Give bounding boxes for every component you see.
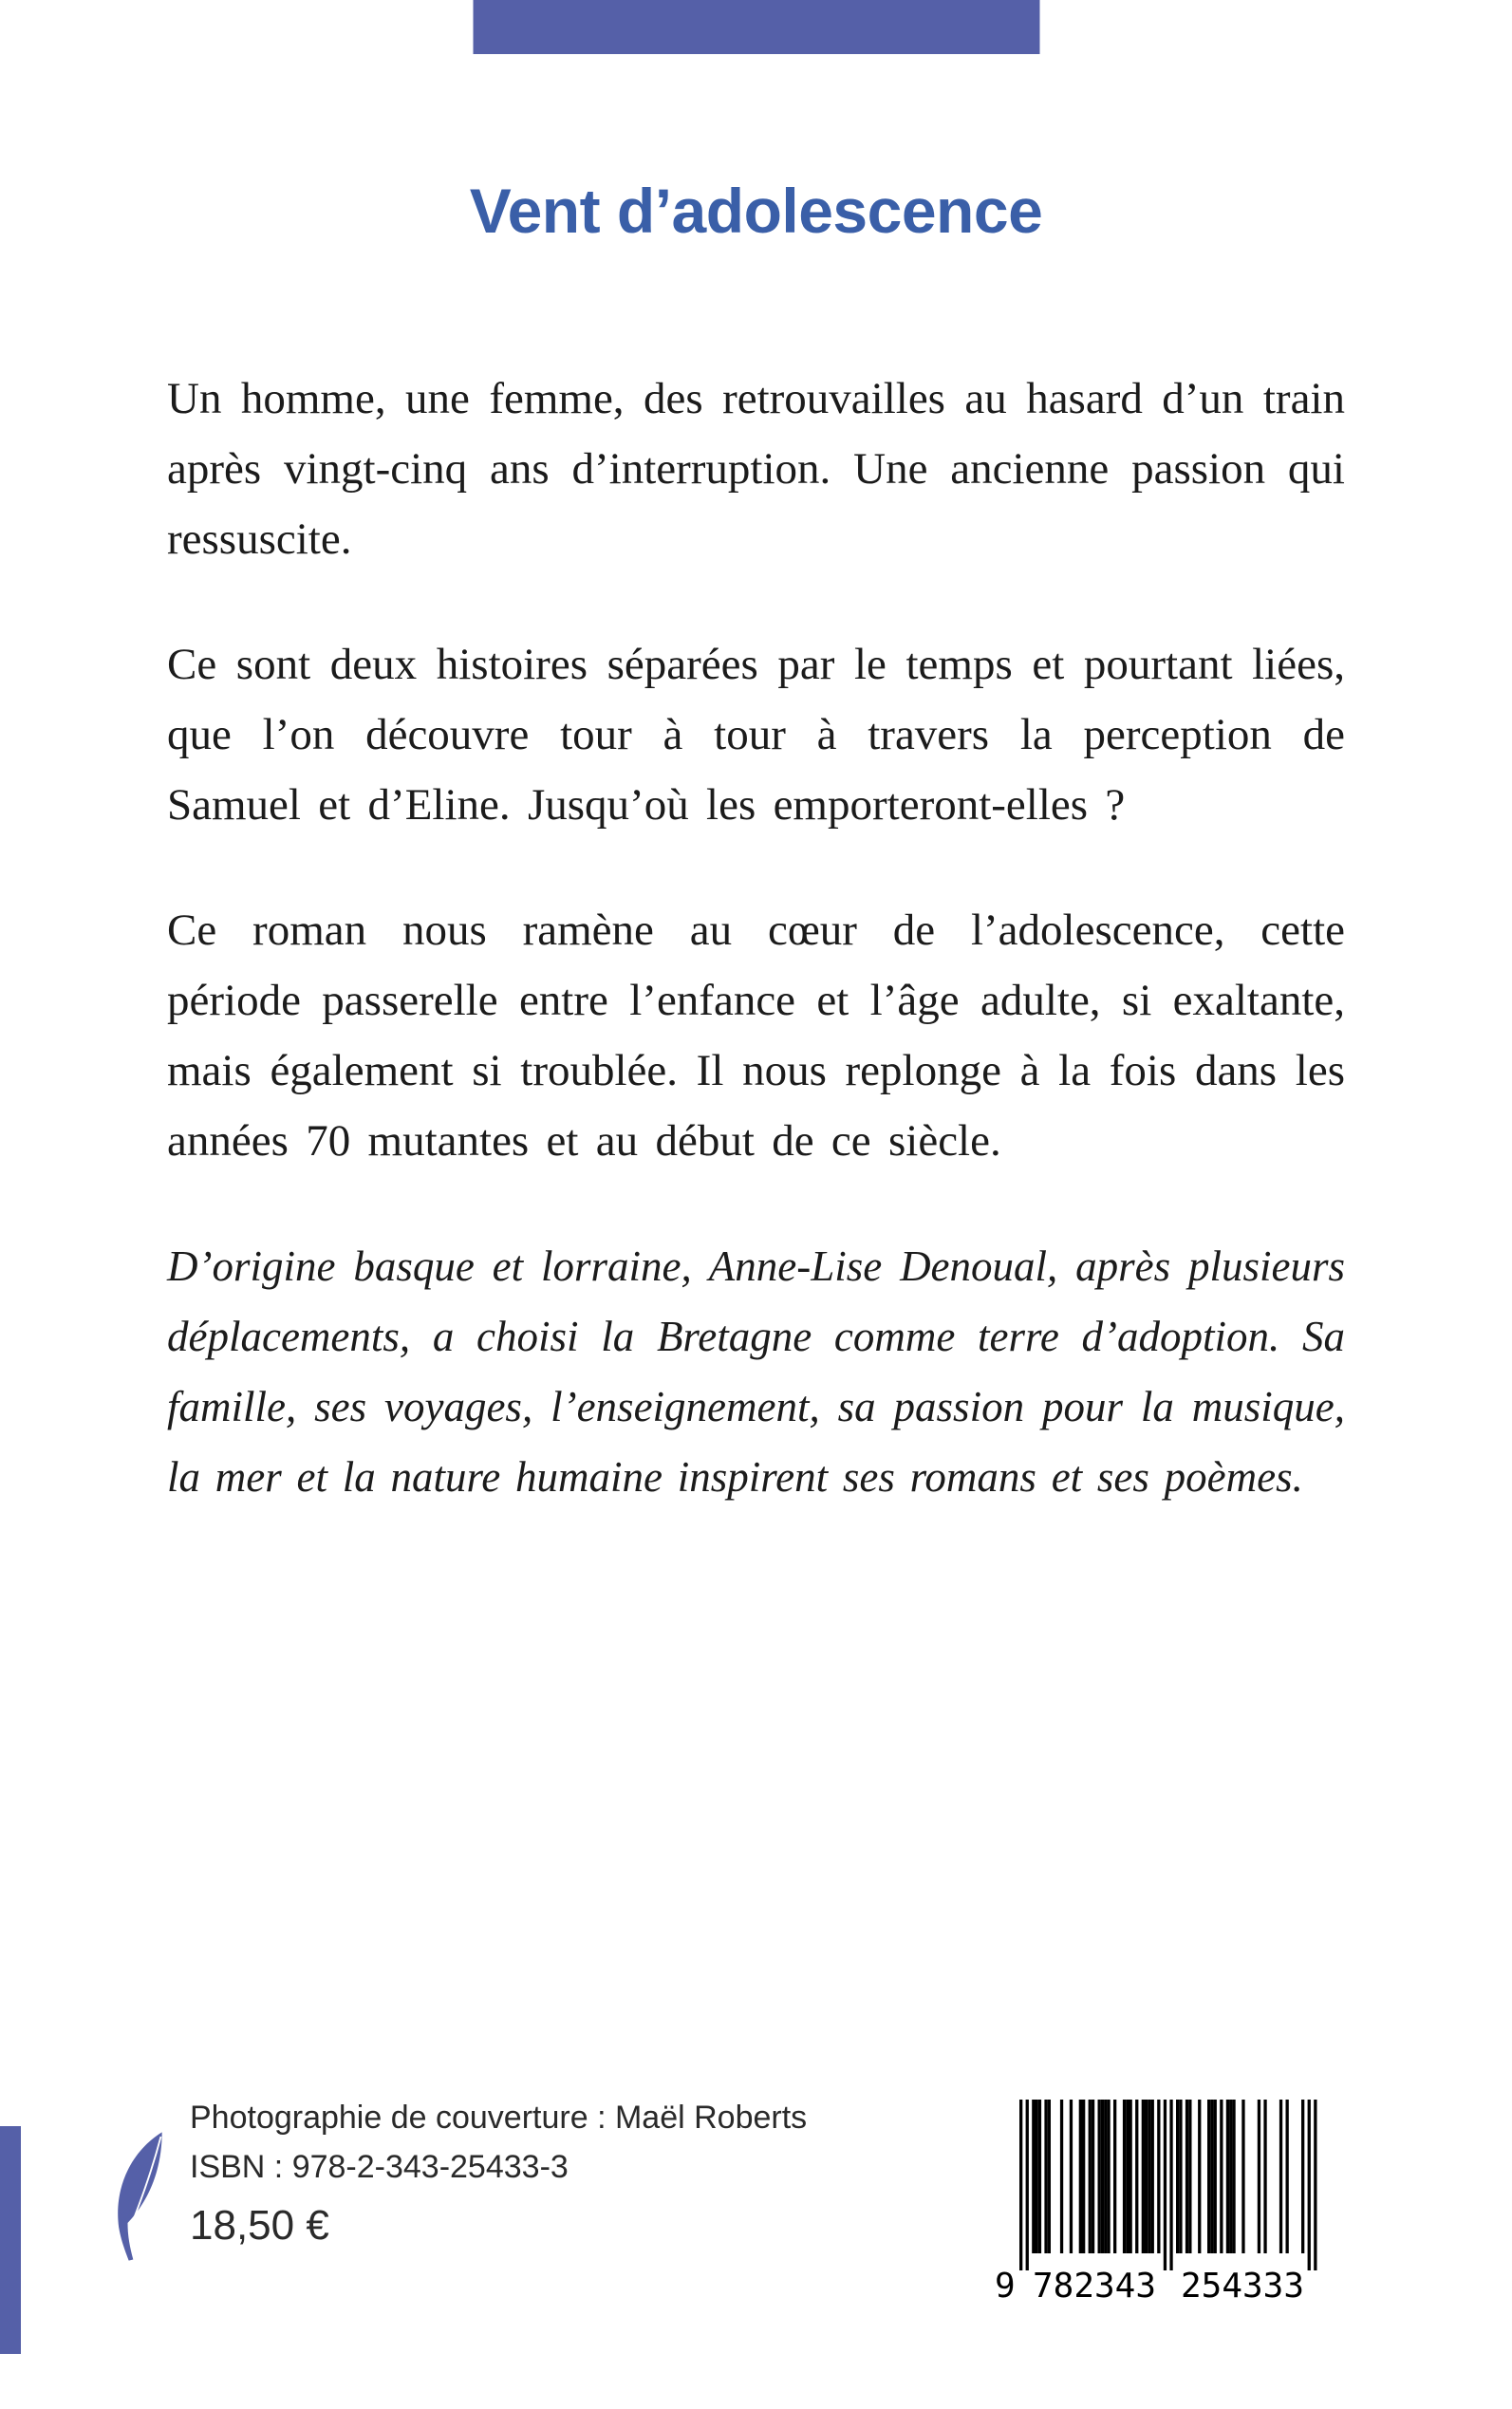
description-paragraph: Un homme, une femme, des retrouvailles au hasard d’un train après vingt-cinq ans d’interruption. Une ancienne passion qui ressuscite.: [167, 374, 1345, 564]
author-bio: D’origine basque et lorraine, Anne-Lise Denoual, après plusieurs déplacements, a choisi la Bretagne comme terre d’adoption. Sa famille, ses voyages, l’enseignement, sa passion pour la musique, la mer et la nature humaine inspirent ses romans et ses poèmes.: [167, 1242, 1345, 1501]
cover-text-content: [167, 0, 1345, 1512]
isbn-text: ISBN : 978-2-343-25433-3: [190, 2149, 569, 2185]
publisher-feather-icon: [104, 2124, 171, 2269]
barcode: [995, 2100, 1322, 2306]
barcode-bars: [1019, 2100, 1317, 2270]
barcode-digit-first: 9: [995, 2267, 1016, 2306]
left-edge-accent-bar: [0, 2126, 21, 2354]
cover-photo-credit: Photographie de couverture : Maël Roberts: [190, 2100, 808, 2136]
book-title: Vent d’adolescence: [469, 176, 1043, 246]
barcode-svg: [995, 2100, 1322, 2306]
credits-block: [190, 2093, 807, 2254]
barcode-digits-right: 254333: [1181, 2267, 1304, 2306]
description-paragraph: Ce sont deux histoires séparées par le temps et pourtant liées, que l’on découvre tour à tour à travers la perception de Samuel et d’Eline. Jusqu’où les emporteront-elles ?: [167, 640, 1345, 830]
barcode-digits-left: 782343: [1033, 2267, 1156, 2306]
description-paragraph: Ce roman nous ramène au cœur de l’adolescence, cette période passerelle entre l’enfance et l’âge adulte, si exaltante, mais également si troublée. Il nous replonge à la fois dans les années 70 mutantes et au début de ce siècle.: [167, 906, 1345, 1166]
book-description: [167, 364, 1345, 1176]
price-text: 18,50 €: [190, 2202, 329, 2249]
